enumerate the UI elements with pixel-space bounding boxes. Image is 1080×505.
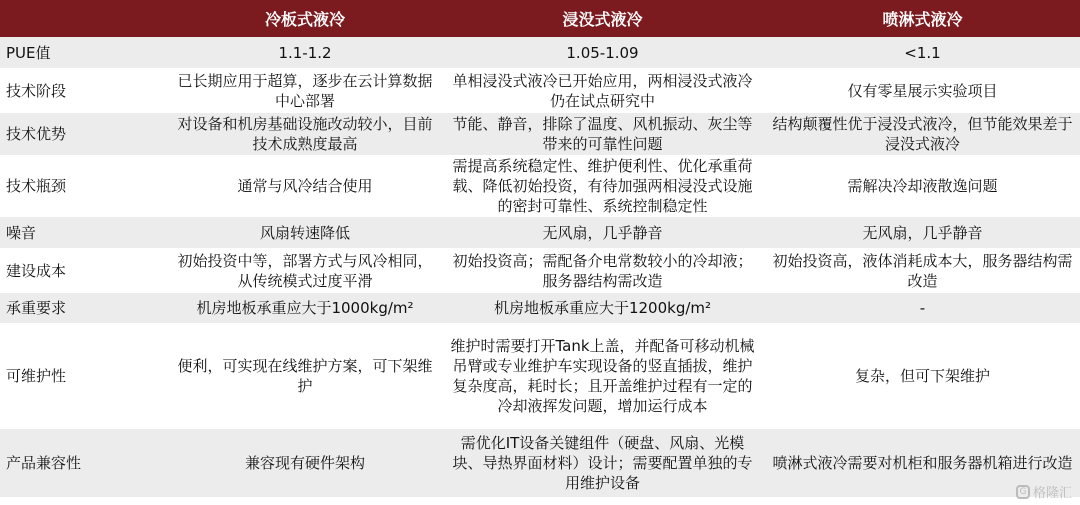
row-label: 承重要求 bbox=[0, 293, 170, 323]
row-label: PUE值 bbox=[0, 37, 170, 68]
table-cell: 单相浸没式液冷已开始应用，两相浸没式液冷仍在试点研究中 bbox=[440, 68, 765, 113]
table-row bbox=[0, 323, 1080, 429]
table-row bbox=[0, 155, 1080, 217]
row-label: 技术瓶颈 bbox=[0, 155, 170, 217]
row-label: 噪音 bbox=[0, 217, 170, 248]
table-cell: 兼容现有硬件架构 bbox=[170, 429, 440, 497]
row-label: 技术优势 bbox=[0, 113, 170, 155]
header-immersion: 浸没式液冷 bbox=[440, 0, 765, 37]
table-row bbox=[0, 293, 1080, 323]
table-cell: 无风扇，几乎静音 bbox=[440, 217, 765, 248]
watermark-logo-icon: G bbox=[1016, 485, 1030, 499]
table-cell: 便利，可实现在线维护方案，可下架维护 bbox=[170, 323, 440, 429]
table-cell: 维护时需要打开Tank上盖，并配备可移动机械吊臂或专业维护车实现设备的竖直插拔，维护复杂度高，耗时长；且开盖维护过程有一定的冷却液挥发问题，增加运行成本 bbox=[440, 323, 765, 429]
table-cell: 复杂，但可下架维护 bbox=[765, 323, 1080, 429]
table-row bbox=[0, 37, 1080, 68]
table-row bbox=[0, 217, 1080, 248]
table-cell: 喷淋式液冷需要对机柜和服务器机箱进行改造 bbox=[765, 429, 1080, 497]
header-row bbox=[0, 0, 1080, 37]
table-cell: 1.1-1.2 bbox=[170, 37, 440, 68]
row-label: 建设成本 bbox=[0, 248, 170, 293]
table-cell: 通常与风冷结合使用 bbox=[170, 155, 440, 217]
table-cell: 需提高系统稳定性、维护便利性、优化承重荷载、降低初始投资，有待加强两相浸没式设施的密封可靠性、系统控制稳定性 bbox=[440, 155, 765, 217]
table-cell: 结构颠覆性优于浸没式液冷，但节能效果差于浸没式液冷 bbox=[765, 113, 1080, 155]
table-cell: 1.05-1.09 bbox=[440, 37, 765, 68]
table-cell: 对设备和机房基础设施改动较小，目前技术成熟度最高 bbox=[170, 113, 440, 155]
header-cell-blank bbox=[0, 0, 170, 37]
table-cell: 无风扇，几乎静音 bbox=[765, 217, 1080, 248]
table-cell: 初始投资高，液体消耗成本大，服务器结构需改造 bbox=[765, 248, 1080, 293]
table-cell: <1.1 bbox=[765, 37, 1080, 68]
row-label: 可维护性 bbox=[0, 323, 170, 429]
table-cell: 机房地板承重应大于1000kg/m² bbox=[170, 293, 440, 323]
table-cell: - bbox=[765, 293, 1080, 323]
table-cell: 需解决冷却液散逸问题 bbox=[765, 155, 1080, 217]
header-spray: 喷淋式液冷 bbox=[765, 0, 1080, 37]
table-cell: 已长期应用于超算，逐步在云计算数据中心部署 bbox=[170, 68, 440, 113]
table-cell: 初始投资高；需配备介电常数较小的冷却液；服务器结构需改造 bbox=[440, 248, 765, 293]
table-cell: 初始投资中等，部署方式与风冷相同，从传统模式过度平滑 bbox=[170, 248, 440, 293]
table-cell: 风扇转速降低 bbox=[170, 217, 440, 248]
table-row bbox=[0, 68, 1080, 113]
table-cell: 仅有零星展示实验项目 bbox=[765, 68, 1080, 113]
table-cell: 节能、静音，排除了温度、风机振动、灰尘等带来的可靠性问题 bbox=[440, 113, 765, 155]
watermark-text: 格隆汇 bbox=[1032, 486, 1072, 501]
table-cell: 机房地板承重应大于1200kg/m² bbox=[440, 293, 765, 323]
table-row bbox=[0, 429, 1080, 497]
header-cold-plate: 冷板式液冷 bbox=[170, 0, 440, 37]
row-label: 技术阶段 bbox=[0, 68, 170, 113]
table-cell: 需优化IT设备关键组件（硬盘、风扇、光模块、导热界面材料）设计；需要配置单独的专用维护设备 bbox=[440, 429, 765, 497]
watermark bbox=[1016, 482, 1072, 501]
table-row bbox=[0, 113, 1080, 155]
table-row bbox=[0, 248, 1080, 293]
row-label: 产品兼容性 bbox=[0, 429, 170, 497]
